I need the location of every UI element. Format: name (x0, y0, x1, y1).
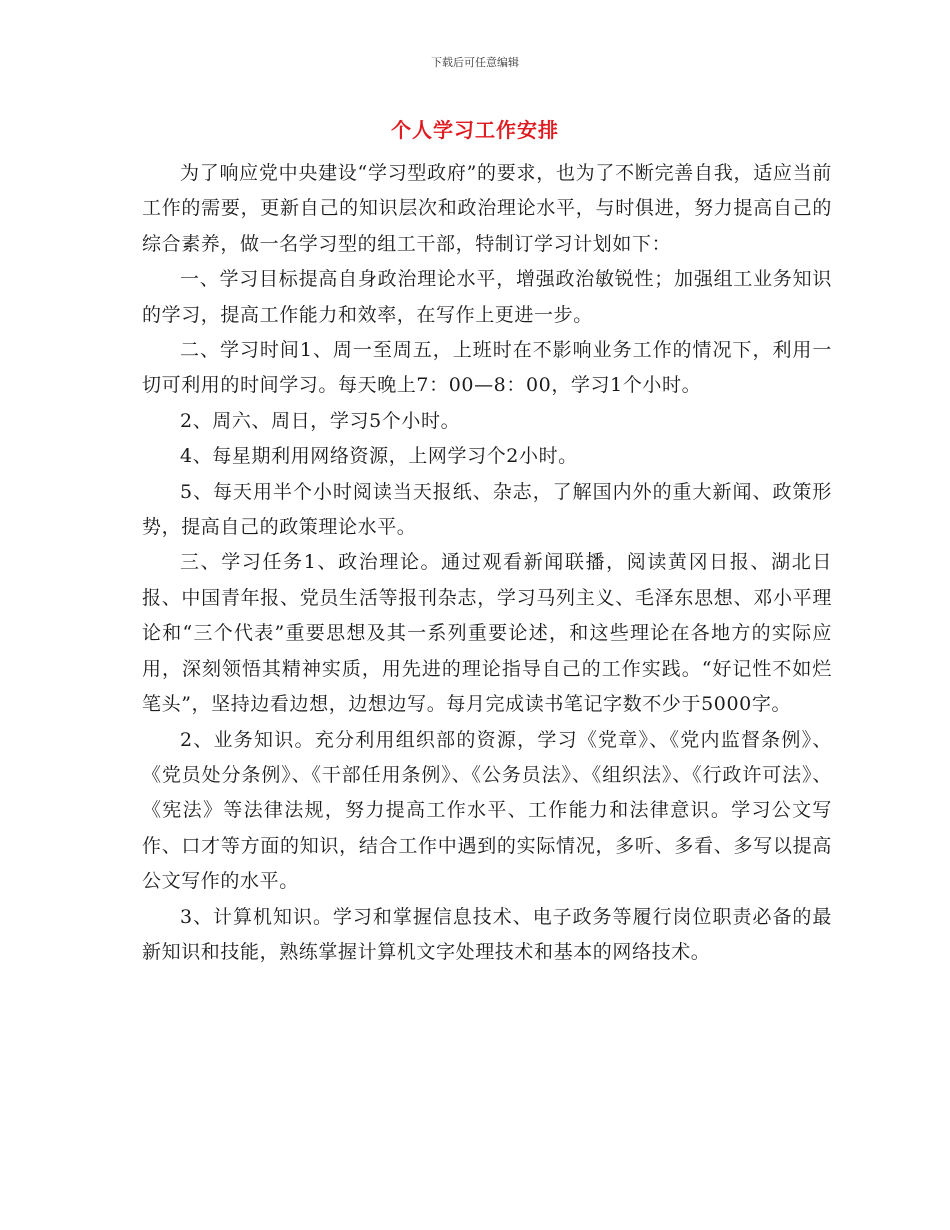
document-body (142, 156, 832, 970)
paragraph-intro: 为了响应党中央建设“学习型政府”的要求，也为了不断完善自我，适应当前工作的需要，更新自己的知识层次和政治理论水平，与时俱进，努力提高自己的综合素养，做一名学习型的组工干部，特制订学习计划如下： (142, 162, 832, 255)
paragraph-time-weekday: 二、学习时间1、周一至周五，上班时在不影响业务工作的情况下，利用一切可利用的时间学习。每天晚上7：00—8：00，学习1个小时。 (142, 339, 832, 397)
document-title: 个人学习工作安排 (391, 118, 559, 142)
paragraph-task-business: 2、业务知识。充分利用组织部的资源，学习《党章》、《党内监督条例》、《党员处分条例》、《干部任用条例》、《公务员法》、《组织法》、《行政许可法》、《宪法》等法律法规，努力提高工作水平、工作能力和法律意识。学习公文写作、口才等方面的知识，结合工作中遇到的实际情况，多听、多看、多写以提高公文写作的水平。 (142, 728, 832, 893)
paragraph-goals: 一、学习目标提高自身政治理论水平，增强政治敏锐性；加强组工业务知识的学习，提高工作能力和效率，在写作上更进一步。 (142, 268, 832, 326)
paragraph-task-computer: 3、计算机知识。学习和掌握信息技术、电子政务等履行岗位职责必备的最新知识和技能，熟练掌握计算机文字处理技术和基本的网络技术。 (142, 905, 832, 963)
paragraph-time-online: 4、每星期利用网络资源，上网学习个2小时。 (180, 445, 578, 468)
paragraph-time-weekend: 2、周六、周日，学习5个小时。 (180, 409, 461, 432)
paragraph-task-politics: 三、学习任务1、政治理论。通过观看新闻联播，阅读黄冈日报、湖北日报、中国青年报、党员生活等报刊杂志，学习马列主义、毛泽东思想、邓小平理论和“三个代表”重要思想及其一系列重要论述，和这些理论在各地方的实际应用，深刻领悟其精神实质，用先进的理论指导自己的工作实践。“好记性不如烂笔头”，坚持边看边想，边想边写。每月完成读书笔记字数不少于5000字。 (142, 551, 832, 716)
header-note: 下载后可任意编辑 (431, 56, 519, 69)
paragraph-time-reading: 5、每天用半个小时阅读当天报纸、杂志，了解国内外的重大新闻、政策形势，提高自己的政策理论水平。 (142, 480, 832, 539)
